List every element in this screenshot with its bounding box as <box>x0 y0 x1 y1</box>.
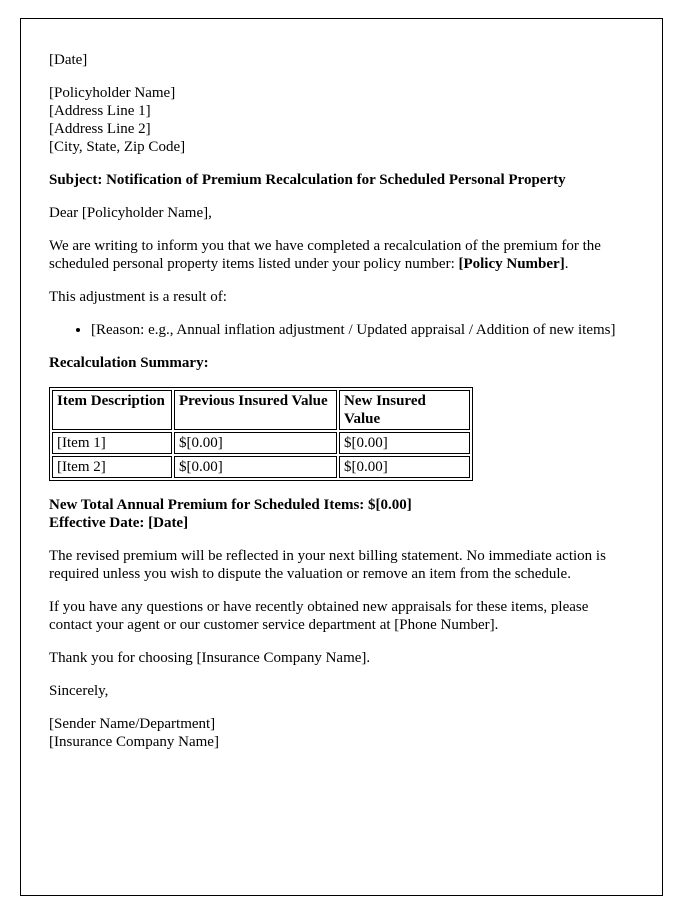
table-row <box>52 456 470 478</box>
cell-item-1-new: $[0.00] <box>339 432 470 454</box>
signature-sender: [Sender Name/Department] <box>49 716 216 732</box>
intro-text: We are writing to inform you that we have completed a recalculation of the premium for the scheduled personal property items listed under your policy number: <box>49 238 601 272</box>
address-line-1: [Address Line 1] <box>49 103 151 119</box>
cell-item-1-description: [Item 1] <box>52 432 172 454</box>
signature-company: [Insurance Company Name] <box>49 734 219 750</box>
recipient-address-block <box>49 84 634 156</box>
cell-item-2-description: [Item 2] <box>52 456 172 478</box>
header-item-description: Item Description <box>52 390 172 430</box>
table-row <box>52 432 470 454</box>
summary-heading: Recalculation Summary: <box>49 355 209 371</box>
reason-bullet-item: • [Reason: e.g., Annual inflation adjustment / Updated appraisal / Addition of new items] <box>91 321 634 339</box>
intro-paragraph <box>49 237 634 273</box>
effective-date-line: Effective Date: [Date] <box>49 515 189 531</box>
recalculation-table <box>49 387 473 481</box>
header-new-value: New Insured Value <box>339 390 470 430</box>
adjustment-intro: This adjustment is a result of: <box>49 289 227 305</box>
intro-text-suffix: . <box>564 256 569 272</box>
cell-item-2-previous: $[0.00] <box>174 456 337 478</box>
subject-line: Subject: Notification of Premium Recalculation for Scheduled Personal Property <box>49 172 566 188</box>
address-line-2: [Address Line 2] <box>49 121 151 137</box>
table-header-row <box>52 390 470 430</box>
recipient-name: [Policyholder Name] <box>49 85 176 101</box>
billing-paragraph: The revised premium will be reflected in your next billing statement. No immediate action is required unless you wish to dispute the valuation or remove an item from the schedule. <box>49 548 606 582</box>
questions-paragraph: If you have any questions or have recently obtained new appraisals for these items, please contact your agent or our customer service department at [Phone Number]. <box>49 599 589 633</box>
letter-page <box>20 18 663 896</box>
salutation: Dear [Policyholder Name], <box>49 205 212 221</box>
thanks-paragraph: Thank you for choosing [Insurance Company Name]. <box>49 650 371 666</box>
city-state-zip: [City, State, Zip Code] <box>49 139 186 155</box>
reason-list <box>49 321 634 339</box>
header-previous-value: Previous Insured Value <box>174 390 337 430</box>
date-line: [Date] <box>49 52 88 68</box>
total-premium-line: New Total Annual Premium for Scheduled Items: $[0.00] <box>49 497 412 513</box>
closing-line: Sincerely, <box>49 683 109 699</box>
totals-block <box>49 496 634 532</box>
cell-item-2-new: $[0.00] <box>339 456 470 478</box>
signature-block <box>49 715 634 751</box>
cell-item-1-previous: $[0.00] <box>174 432 337 454</box>
policy-number: [Policy Number] <box>458 256 565 272</box>
